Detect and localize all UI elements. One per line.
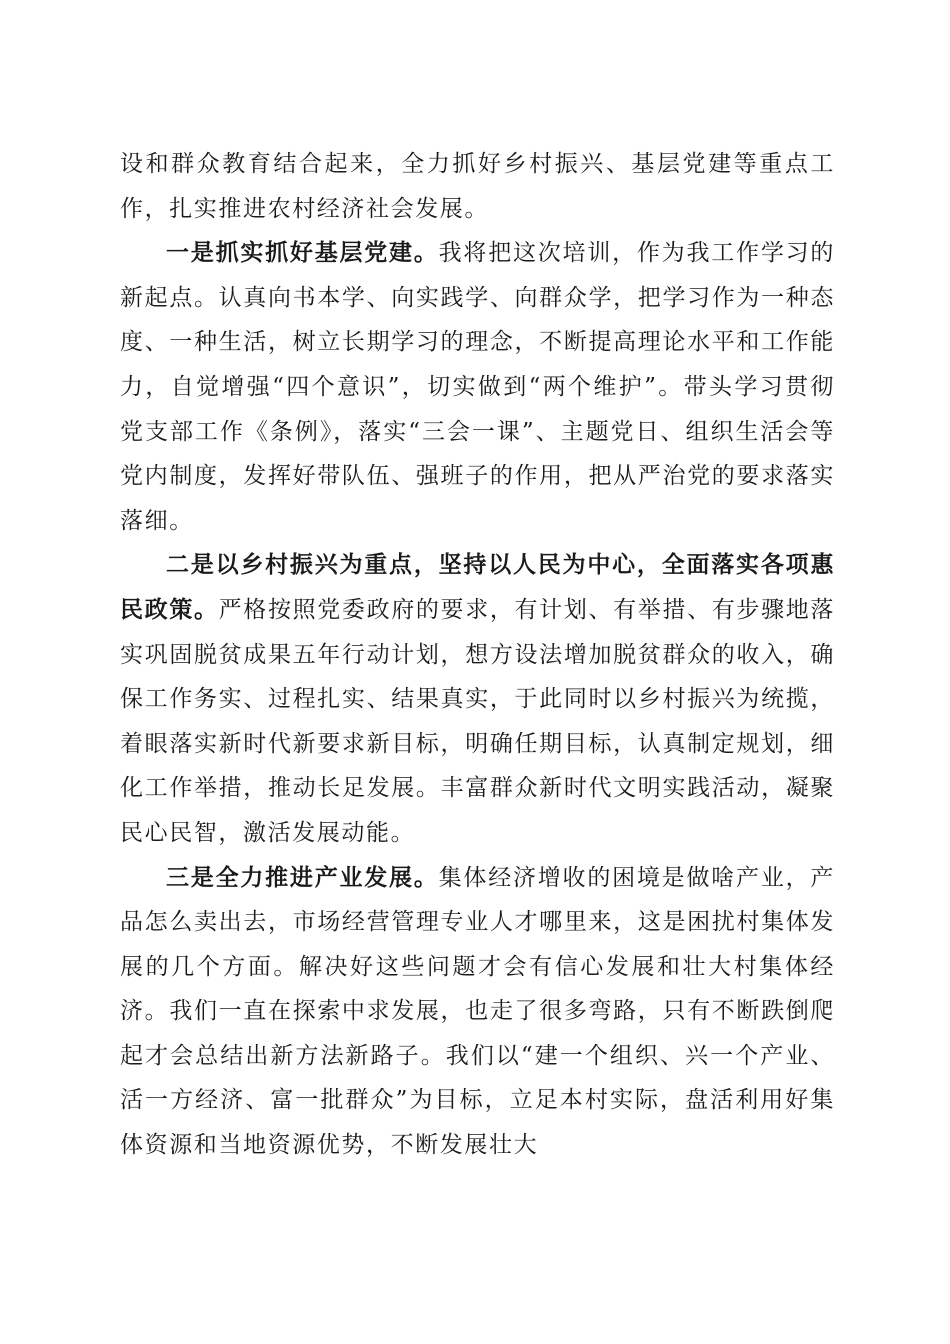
paragraph-heading: 二是以乡村振兴为重点，坚持以人民为中心，全面落实各项惠民政策。 (120, 551, 835, 623)
paragraph-party-building (120, 231, 835, 543)
paragraph-text: 我将把这次培训，作为我工作学习的新起点。认真向书本学、向实践学、向群众学，把学习作为一种态度、一种生活，树立长期学习的理念，不断提高理论水平和工作能力，自觉增强“四个意识”，切实做到“两个维护”。带头学习贯彻党支部工作《条例》，落实“三会一课”、主题党日、组织生活会等党内制度，发挥好带队伍、强班子的作用，把从严治党的要求落实落细。 (120, 240, 835, 534)
paragraph-text: 设和群众教育结合起来，全力抓好乡村振兴、基层党建等重点工作，扎实推进农村经济社会发展。 (120, 151, 835, 222)
document-body (120, 142, 835, 1168)
paragraph-industry-development (120, 856, 835, 1168)
paragraph-continuation (120, 142, 835, 231)
paragraph-rural-revitalization (120, 543, 835, 855)
paragraph-heading: 三是全力推进产业发展。 (166, 863, 439, 891)
paragraph-text: 集体经济增收的困境是做啥产业，产品怎么卖出去，市场经营管理专业人才哪里来，这是困扰村集体发展的几个方面。解决好这些问题才会有信心发展和壮大村集体经济。我们一直在探索中求发展，也走了很多弯路，只有不断跌倒爬起才会总结出新方法新路子。我们以“建一个组织、兴一个产业、活一方经济、富一批群众”为目标，立足本村实际，盘活利用好集体资源和当地资源优势，不断发展壮大 (120, 864, 835, 1159)
paragraph-text: 严格按照党委政府的要求，有计划、有举措、有步骤地落实巩固脱贫成果五年行动计划，想方设法增加脱贫群众的收入，确保工作务实、过程扎实、结果真实，于此同时以乡村振兴为统揽，着眼落实新时代新要求新目标，明确任期目标，认真制定规划，细化工作举措，推动长足发展。丰富群众新时代文明实践活动，凝聚民心民智，激活发展动能。 (120, 596, 836, 846)
paragraph-heading: 一是抓实抓好基层党建。 (166, 239, 439, 267)
